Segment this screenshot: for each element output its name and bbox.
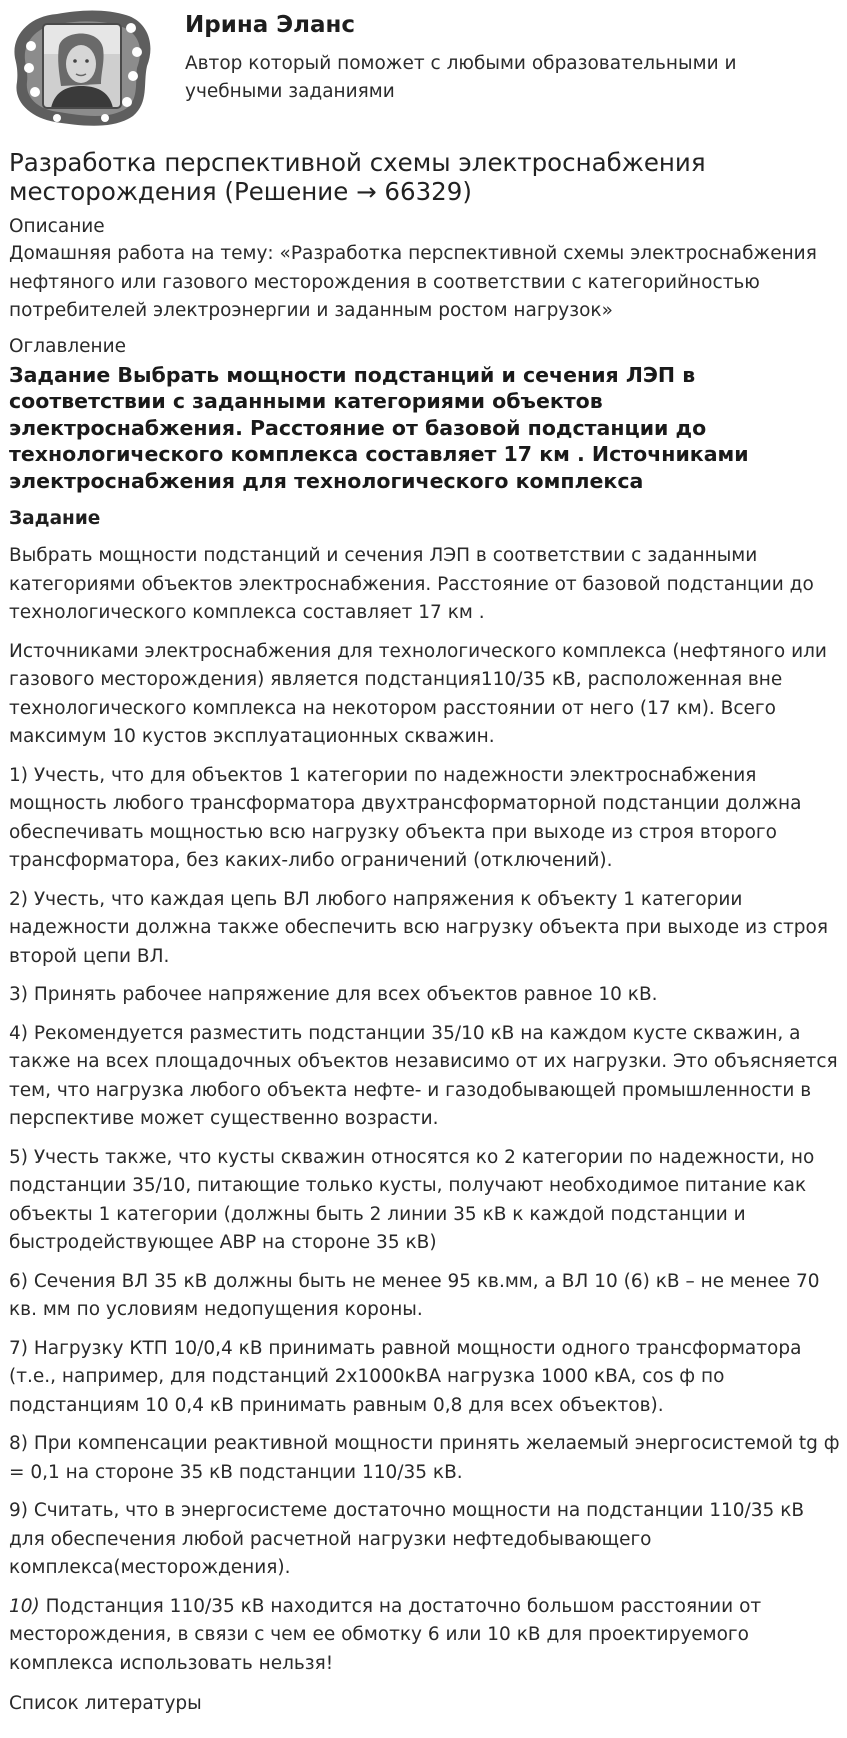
toc-heading[interactable]: Задание Выбрать мощности подстанций и сечения ЛЭП в соответствии с заданными категориями объектов электроснабжения. Расстояние от базовой подстанции до технологического комплекса составляет 17 км . Источниками электроснабжения для технологического комплекса xyxy=(9,362,749,493)
task-item-10 xyxy=(9,1593,844,1679)
description-text: Домашняя работа на тему: «Разработка перспективной схемы электроснабжения нефтяного или газового месторождения в соответствии с категорийностью потребителей электроэнергии и заданным ростом нагрузок» xyxy=(9,243,817,321)
author-card xyxy=(9,0,839,140)
description-label: Описание xyxy=(9,216,105,237)
task-item-9: 9) Считать, что в энергосистеме достаточно мощности на подстанции 110/35 кВ для обеспечения любой расчетной нагрузки нефтедобывающего комплекса(месторождения). xyxy=(9,1500,805,1578)
page-content xyxy=(9,0,839,1718)
task-item-2: 2) Учесть, что каждая цепь ВЛ любого напряжения к объекту 1 категории надежности должна также обеспечить всю нагрузку объекта при выходе из строя второй цепи ВЛ. xyxy=(9,888,828,967)
literature-label: Список литературы xyxy=(9,1693,202,1714)
task-item-5: 5) Учесть также, что кусты скважин относятся ко 2 категории по надежности, но подстанции 35/10, питающие только кусты, получают необходимое питание как объекты 1 категории (должны быть 2 линии 35 кВ к каждой подстанции и быстродействующее АВР на стороне 35 кВ) xyxy=(9,1146,815,1253)
author-avatar xyxy=(9,6,157,128)
task-paragraph: Выбрать мощности подстанций и сечения ЛЭП в соответствии с заданными категориями объектов электроснабжения. Расстояние от базовой подстанции до технологического комплекса составляет 17 км . xyxy=(9,545,814,623)
task-item-1: 1) Учесть, что для объектов 1 категории по надежности электроснабжения мощность любого трансформатора двухтрансформаторной подстанции должна обеспечивать мощностью всю нагрузку объекта при выходе из строя второго трансформатора, без каких-либо ограничений (отключений). xyxy=(9,764,802,871)
task-item-10-number: 10) xyxy=(9,1595,40,1617)
task-item-6: 6) Сечения ВЛ 35 кВ должны быть не менее 95 кв.мм, а ВЛ 10 (6) кВ – не менее 70 кв. мм по условиям недопущения короны. xyxy=(9,1270,820,1320)
task-item-4: 4) Рекомендуется разместить подстанции 35/10 кВ на каждом кусте скважин, а также на всех площадочных объектов независимо от их нагрузки. Это объясняется тем, что нагрузка любого объекта нефте- и газодобывающей промышленности в перспективе может существенно возрасти. xyxy=(9,1022,838,1129)
task-item-8: 8) При компенсации реактивной мощности принять желаемый энергосистемой tg ф = 0,1 на стороне 35 кВ подстанции 110/35 кВ. xyxy=(9,1433,840,1483)
toc-label: Оглавление xyxy=(9,335,127,357)
author-name[interactable]: Ирина Эланс xyxy=(185,12,356,38)
task-paragraph: Источниками электроснабжения для технологического комплекса (нефтяного или газового месторождения) является подстанция110/35 кВ, расположенная вне технологического комплекса на некотором расстоянии от него (17 км). Всего максимум 10 кустов эксплуатационных скважин. xyxy=(9,640,827,747)
author-description: Автор который поможет с любыми образовательными и учебными заданиями xyxy=(185,53,737,102)
task-item-10-text: Подстанция 110/35 кВ находится на достаточно большом расстоянии от месторождения, в связи с чем ее обмотку 6 или 10 кВ для проектируемого комплекса использовать нельзя! xyxy=(9,1595,762,1674)
task-item-7: 7) Нагрузку КТП 10/0,4 кВ принимать равной мощности одного трансформатора (т.е., например, для подстанций 2х1000кВА нагрузка 1000 кВА, cos ф по подстанциям 10 0,4 кВ принимать равным 0,8 для всех объектов). xyxy=(9,1337,802,1416)
task-item-3: 3) Принять рабочее напряжение для всех объектов равное 10 кВ. xyxy=(9,984,658,1005)
page-title: Разработка перспективной схемы электроснабжения месторождения (Решение → 66329) xyxy=(9,148,706,206)
task-label: Задание xyxy=(9,508,101,529)
